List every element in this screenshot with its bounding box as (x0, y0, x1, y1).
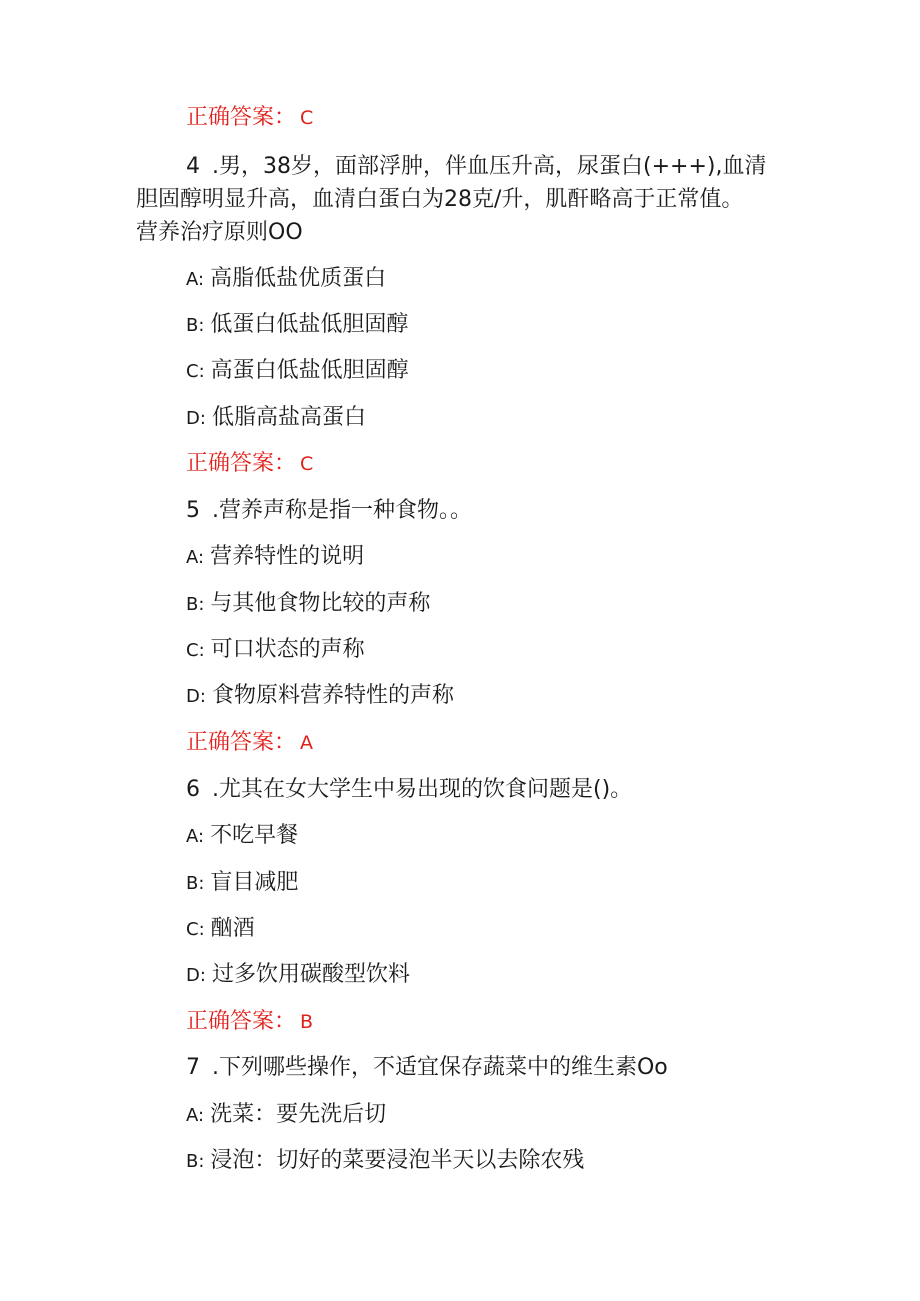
option-text: 与其他食物比较的声称 (210, 591, 431, 616)
option-text: 酗酒 (210, 916, 255, 941)
question-text: .尤其在女大学生中易出现的饮食问题是()。 (212, 777, 633, 802)
q7-option-a (186, 1100, 386, 1131)
answer-value: A (300, 732, 314, 754)
option-text: 食物原料营养特性的声称 (211, 683, 454, 708)
answer-q6 (186, 1007, 313, 1037)
option-text: 不吃早餐 (210, 823, 299, 848)
option-key: B: (186, 873, 205, 894)
question-text: .营养声称是指一种食物。。 (212, 498, 472, 523)
answer-value: C (300, 453, 314, 475)
q5-option-b (186, 589, 430, 620)
answer-label: 正确答案： (186, 105, 297, 130)
q4-option-c (186, 356, 409, 387)
answer-label: 正确答案： (186, 451, 297, 476)
answer-value: C (300, 107, 314, 129)
option-text: 浸泡：切好的菜要浸泡半天以去除农残 (210, 1148, 585, 1173)
option-text: 过多饮用碳酸型饮料 (211, 962, 410, 987)
q5-option-a (186, 542, 364, 573)
q5-option-c (186, 635, 365, 666)
answer-q5 (186, 728, 313, 758)
option-text: 洗菜：要先洗后切 (210, 1102, 387, 1127)
option-text: 低蛋白低盐低胆固醇 (210, 312, 409, 337)
option-key: B: (186, 315, 205, 336)
q5-option-d (186, 681, 454, 712)
q6-option-b (186, 868, 298, 899)
question-7 (186, 1053, 668, 1083)
option-key: B: (186, 1151, 205, 1172)
question-5 (186, 496, 472, 526)
q4-option-b (186, 310, 408, 341)
answer-q3 (186, 103, 313, 133)
option-key: C: (186, 640, 205, 661)
option-key: A: (186, 826, 205, 847)
q7-option-b (186, 1146, 584, 1177)
question-4-line-3: 营养治疗原则OO (136, 220, 303, 245)
answer-label: 正确答案： (186, 1009, 297, 1034)
question-number: 6 (186, 777, 200, 802)
question-text: .下列哪些操作，不适宜保存蔬菜中的维生素Oo (212, 1055, 668, 1080)
question-number: 4 (186, 154, 200, 179)
option-key: A: (186, 269, 205, 290)
option-text: 低脂高盐高蛋白 (211, 405, 366, 430)
option-text: 盲目减肥 (210, 870, 299, 895)
q4-option-d (186, 403, 366, 434)
option-text: 可口状态的声称 (210, 637, 365, 662)
answer-value: B (300, 1011, 314, 1033)
question-6 (186, 775, 632, 805)
option-text: 高脂低盐优质蛋白 (210, 266, 387, 291)
option-key: C: (186, 919, 205, 940)
question-number: 5 (186, 498, 200, 523)
q6-option-a (186, 821, 298, 852)
question-text: .男，38岁，面部浮肿，伴血压升高，尿蛋白(+++),血清 (212, 154, 767, 179)
option-key: D: (186, 408, 206, 429)
answer-label: 正确答案： (186, 730, 297, 755)
q6-option-d (186, 960, 410, 991)
q4-option-a (186, 264, 386, 295)
option-key: A: (186, 1105, 205, 1126)
answer-q4 (186, 449, 313, 479)
option-key: D: (186, 965, 206, 986)
q6-option-c (186, 914, 255, 945)
question-4-line-2: 胆固醇明显升高，血清白蛋白为28克/升，肌酐略高于正常值。 (136, 187, 744, 212)
option-key: C: (186, 361, 205, 382)
option-text: 高蛋白低盐低胆固醇 (210, 358, 409, 383)
option-key: B: (186, 594, 205, 615)
option-text: 营养特性的说明 (210, 544, 365, 569)
question-4-line-1 (186, 152, 766, 182)
question-number: 7 (186, 1055, 200, 1080)
option-key: A: (186, 547, 205, 568)
option-key: D: (186, 686, 206, 707)
